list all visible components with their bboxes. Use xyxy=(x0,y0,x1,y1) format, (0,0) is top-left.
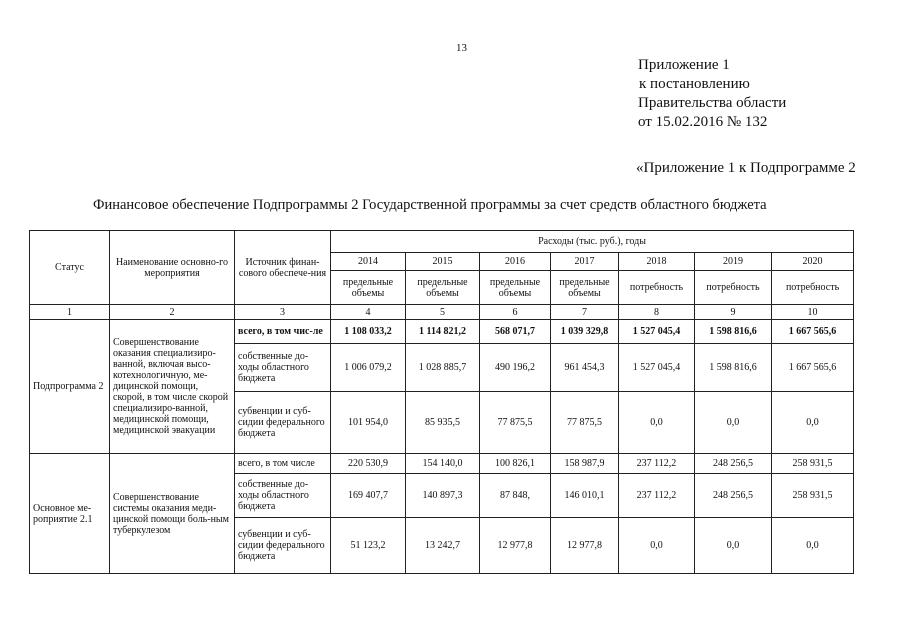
finance-table xyxy=(29,230,854,574)
source-cell: собственные до-ходы областного бюджета xyxy=(235,344,331,392)
value-cell: 237 112,2 xyxy=(619,454,695,474)
value-cell: 158 987,9 xyxy=(551,454,619,474)
appendix-block xyxy=(638,56,786,132)
header-expenses: Расходы (тыс. руб.), годы xyxy=(331,231,854,253)
document-title: Финансовое обеспечение Подпрограммы 2 Государственной программы за счет средств областного бюджета xyxy=(93,197,767,213)
header-year: 2014 xyxy=(331,253,406,271)
page-number: 13 xyxy=(456,42,467,54)
table-row xyxy=(30,454,854,474)
appendix-line: Приложение 1 xyxy=(638,57,730,73)
header-type: предельные объемы xyxy=(331,271,406,305)
event-name-cell: Совершенствование оказания специализиро-ванной, включая высо-котехнологичную, ме-дицинской помощи, скорой, в том числе скорой специализиро-ванной, медицинской помощи, медицинской эвакуации xyxy=(110,320,235,454)
value-cell: 77 875,5 xyxy=(551,392,619,454)
column-number: 8 xyxy=(619,305,695,320)
value-cell: 248 256,5 xyxy=(695,474,772,518)
value-cell: 0,0 xyxy=(772,392,854,454)
value-cell: 1 527 045,4 xyxy=(619,320,695,344)
value-cell: 220 530,9 xyxy=(331,454,406,474)
value-cell: 961 454,3 xyxy=(551,344,619,392)
column-number: 4 xyxy=(331,305,406,320)
value-cell: 568 071,7 xyxy=(480,320,551,344)
appendix-line: Правительства области xyxy=(638,95,787,111)
header-year: 2016 xyxy=(480,253,551,271)
value-cell: 1 598 816,6 xyxy=(695,344,772,392)
subprogram-reference: «Приложение 1 к Подпрограмме 2 xyxy=(636,160,856,176)
column-number: 7 xyxy=(551,305,619,320)
value-cell: 154 140,0 xyxy=(406,454,480,474)
header-type: предельные объемы xyxy=(406,271,480,305)
header-year: 2018 xyxy=(619,253,695,271)
value-cell: 248 256,5 xyxy=(695,454,772,474)
column-number: 10 xyxy=(772,305,854,320)
column-number: 9 xyxy=(695,305,772,320)
value-cell: 0,0 xyxy=(619,518,695,574)
header-source: Источник финан-сового обеспече-ния xyxy=(235,231,331,305)
event-name-cell: Совершенствование системы оказания меди-цинской помощи боль-ным туберкулезом xyxy=(110,454,235,574)
table-row xyxy=(30,320,854,344)
value-cell: 101 954,0 xyxy=(331,392,406,454)
header-status: Статус xyxy=(30,231,110,305)
header-type: потребность xyxy=(695,271,772,305)
value-cell: 1 114 821,2 xyxy=(406,320,480,344)
value-cell: 0,0 xyxy=(772,518,854,574)
value-cell: 12 977,8 xyxy=(551,518,619,574)
source-cell: собственные до-ходы областного бюджета xyxy=(235,474,331,518)
value-cell: 12 977,8 xyxy=(480,518,551,574)
value-cell: 51 123,2 xyxy=(331,518,406,574)
header-type: предельные объемы xyxy=(551,271,619,305)
value-cell: 77 875,5 xyxy=(480,392,551,454)
value-cell: 258 931,5 xyxy=(772,474,854,518)
value-cell: 100 826,1 xyxy=(480,454,551,474)
source-cell: субвенции и суб-сидии федерального бюджета xyxy=(235,392,331,454)
header-name: Наименование основно-го мероприятия xyxy=(110,231,235,305)
column-number: 5 xyxy=(406,305,480,320)
value-cell: 146 010,1 xyxy=(551,474,619,518)
source-cell: субвенции и суб-сидии федерального бюджета xyxy=(235,518,331,574)
source-cell: всего, в том числе xyxy=(235,454,331,474)
value-cell: 87 848, xyxy=(480,474,551,518)
value-cell: 0,0 xyxy=(695,392,772,454)
value-cell: 1 598 816,6 xyxy=(695,320,772,344)
column-number: 2 xyxy=(110,305,235,320)
source-cell: всего, в том чис-ле xyxy=(235,320,331,344)
header-type: потребность xyxy=(619,271,695,305)
value-cell: 0,0 xyxy=(695,518,772,574)
value-cell: 140 897,3 xyxy=(406,474,480,518)
value-cell: 1 039 329,8 xyxy=(551,320,619,344)
column-number: 3 xyxy=(235,305,331,320)
header-year: 2015 xyxy=(406,253,480,271)
header-type: потребность xyxy=(772,271,854,305)
value-cell: 1 667 565,6 xyxy=(772,320,854,344)
value-cell: 1 667 565,6 xyxy=(772,344,854,392)
value-cell: 490 196,2 xyxy=(480,344,551,392)
column-number: 1 xyxy=(30,305,110,320)
header-year: 2017 xyxy=(551,253,619,271)
column-number: 6 xyxy=(480,305,551,320)
header-year: 2019 xyxy=(695,253,772,271)
value-cell: 13 242,7 xyxy=(406,518,480,574)
value-cell: 0,0 xyxy=(619,392,695,454)
appendix-line: от 15.02.2016 № 132 xyxy=(638,114,768,130)
status-cell: Подпрограмма 2 xyxy=(30,320,110,454)
appendix-line: к постановлению xyxy=(639,76,750,92)
value-cell: 169 407,7 xyxy=(331,474,406,518)
status-cell: Основное ме-роприятие 2.1 xyxy=(30,454,110,574)
value-cell: 1 028 885,7 xyxy=(406,344,480,392)
value-cell: 1 108 033,2 xyxy=(331,320,406,344)
header-year: 2020 xyxy=(772,253,854,271)
value-cell: 237 112,2 xyxy=(619,474,695,518)
header-type: предельные объемы xyxy=(480,271,551,305)
value-cell: 258 931,5 xyxy=(772,454,854,474)
value-cell: 1 527 045,4 xyxy=(619,344,695,392)
value-cell: 1 006 079,2 xyxy=(331,344,406,392)
value-cell: 85 935,5 xyxy=(406,392,480,454)
